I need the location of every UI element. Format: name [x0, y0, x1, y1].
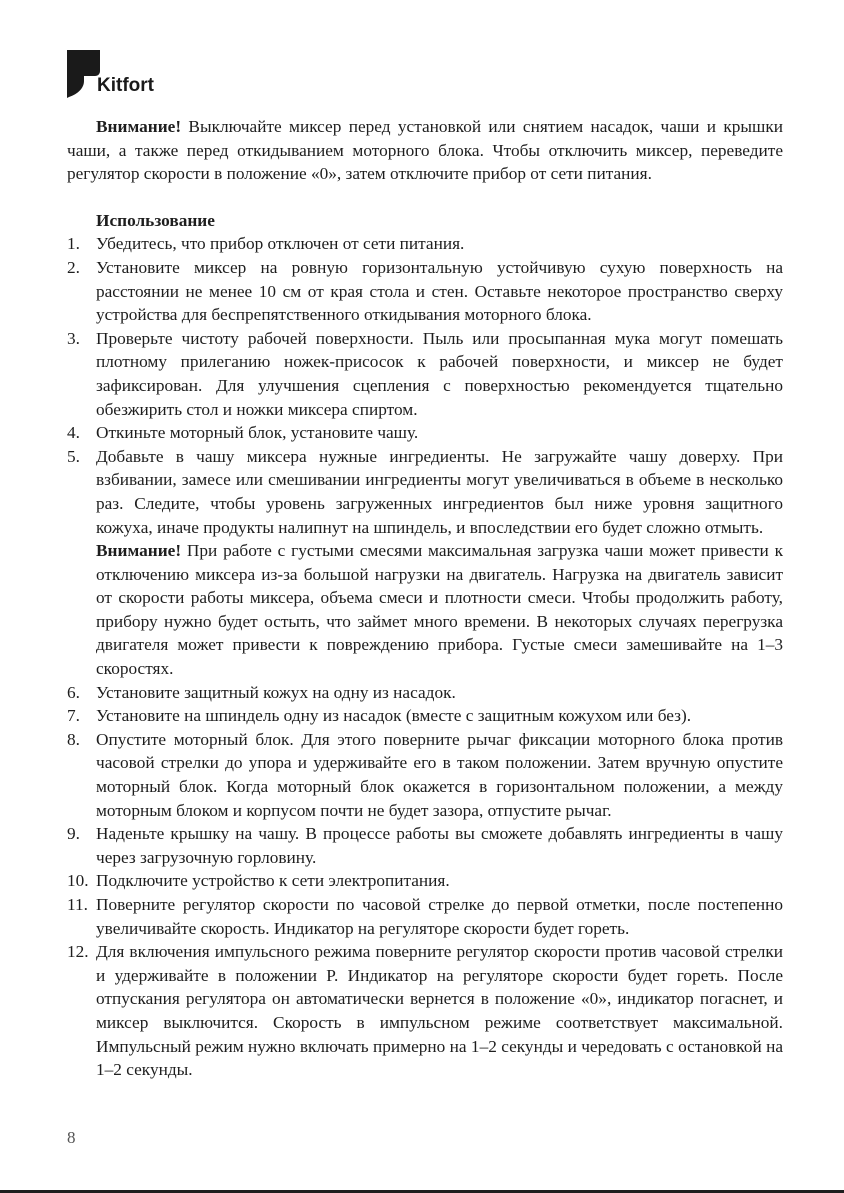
step-text: Добавьте в чашу миксера нужные ингредиенты. Не загружайте чашу доверху. При взбивании, замесе или смешивании ингредиенты могут увеличиваться в объеме в несколько раз. Следите, чтобы уровень загруженных ингредиентов был ниже уровня защитного кожуха, иначе продукты налипнут на шпиндель, и впоследствии его будет сложно отмыть. — [96, 446, 783, 537]
note-text: При работе с густыми смесями максимальная загрузка чаши может привести к отключению миксера из-за большой нагрузки на двигатель. Нагрузка на двигатель зависит от скорости работы миксера, объема смеси и плотности смеси. Чтобы продолжить работу, прибору нужно будет остыть, что займет много времени. В некоторых случаях перегрузка двигателя может привести к повреждению прибора. Густые смеси замешивайте на 1–3 скоростях. — [96, 541, 783, 679]
list-item — [67, 445, 783, 681]
step-text: Откиньте моторный блок, установите чашу. — [96, 423, 419, 443]
step-note — [96, 539, 783, 681]
step-text: Подключите устройство к сети электропитания. — [96, 871, 450, 891]
step-text: Установите миксер на ровную горизонтальную устойчивую сухую поверхность на расстоянии не менее 10 см от края стола и стен. Оставьте некоторое пространство сверху устройства для беспрепятственного откидывания моторного блока. — [96, 257, 783, 325]
step-number: 11. — [67, 895, 88, 914]
step-number: 6. — [67, 682, 80, 702]
warning-paragraph — [67, 115, 783, 186]
list-item — [67, 728, 783, 822]
step-number: 12. — [67, 942, 89, 962]
list-item — [67, 893, 783, 940]
list-item — [67, 704, 783, 728]
list-item — [67, 421, 783, 445]
step-number: 3. — [67, 328, 80, 348]
list-item — [67, 822, 783, 869]
brand-name: Kitfort — [97, 75, 154, 96]
list-item — [67, 327, 783, 421]
step-number: 10. — [67, 871, 89, 891]
kitfort-logo-icon — [67, 50, 101, 98]
list-item — [67, 681, 783, 705]
step-number: 4. — [67, 423, 80, 443]
step-number: 7. — [67, 706, 80, 726]
step-number: 8. — [67, 729, 80, 749]
step-text: Опустите моторный блок. Для этого поверните рычаг фиксации моторного блока против часовой стрелки до упора и удерживайте его в таком положении. Затем вручную опустите моторный блок. Когда моторный блок окажется в горизонтальном положении, а между моторным блоком и корпусом почти не будет зазора, отпустите рычаг. — [96, 729, 783, 820]
step-text: Убедитесь, что прибор отключен от сети питания. — [96, 234, 465, 254]
step-text: Установите защитный кожух на одну из насадок. — [96, 682, 456, 702]
step-text: Установите на шпиндель одну из насадок (вместе с защитным кожухом или без). — [96, 706, 692, 726]
step-text: Проверьте чистоту рабочей поверхности. Пыль или просыпанная мука могут помешать плотному прилеганию ножек-присосок к рабочей поверхности, и миксер не будет зафиксирован. Для улучшения сцепления с поверхностью рекомендуется тщательно обезжирить стол и ножки миксера спиртом. — [96, 328, 783, 419]
main-content — [67, 115, 783, 1082]
step-text: Поверните регулятор скорости по часовой стрелке до первой отметки, после постепенно увеличивайте скорость. Индикатор на регуляторе скорости будет гореть. — [96, 895, 783, 938]
list-item — [67, 232, 783, 256]
section-title: Использование — [96, 210, 215, 230]
step-number: 9. — [67, 824, 80, 844]
step-number: 5. — [67, 446, 80, 466]
step-number: 1. — [67, 234, 80, 254]
list-item — [67, 256, 783, 327]
warning-text: Выключайте миксер перед установкой или снятием насадок, чаши и крышки чаши, а также перед откидыванием моторного блока. Чтобы отключить миксер, переведите регулятор скорости в положение «0», затем отключите прибор от сети питания. — [67, 117, 783, 184]
step-text: Для включения импульсного режима поверните регулятор скорости против часовой стрелки и удерживайте в положении P. Индикатор на регуляторе скорости будет гореть. После отпускания регулятора он автоматически вернется в положение «0», индикатор погаснет, и миксер выключится. Скорость в импульсном режиме соответствует максимальной. Импульсный режим нужно включать примерно на 1–2 секунды и чередовать с остановкой на 1–2 секунды. — [96, 942, 783, 1080]
list-item — [67, 940, 783, 1082]
step-text: Наденьте крышку на чашу. В процессе работы вы сможете добавлять ингредиенты в чашу через загрузочную горловину. — [96, 824, 783, 867]
list-item — [67, 869, 783, 893]
step-number: 2. — [67, 257, 80, 277]
usage-steps-list — [67, 232, 783, 1081]
warning-label: Внимание! — [96, 117, 182, 136]
page-number: 8 — [67, 1128, 76, 1147]
note-label: Внимание! — [96, 541, 182, 561]
